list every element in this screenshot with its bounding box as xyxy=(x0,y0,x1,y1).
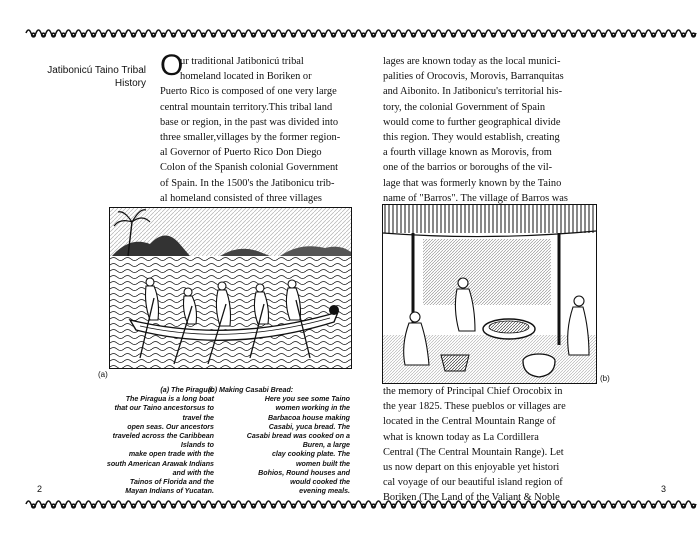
text-line: this region. They would establish, creating xyxy=(383,132,560,144)
text-line: cal voyage of our beautiful island region of xyxy=(383,477,563,489)
caption-line: travel the xyxy=(182,413,214,422)
caption-line: Here you see some Taino xyxy=(264,395,350,404)
text-line: al homeland consisted of three villages xyxy=(160,192,322,204)
right-column-top-text xyxy=(383,54,593,221)
caption-line: south American Arawak Indians xyxy=(106,459,214,468)
caption-line: Casabi bread was cooked on a xyxy=(246,432,350,441)
top-decorative-border xyxy=(0,26,700,40)
right-column-bottom-text xyxy=(383,384,593,506)
text-line: homeland located in Boriken or xyxy=(180,71,312,83)
text-line: base or region, in the past was divided into xyxy=(160,116,339,128)
sidebar-section-title xyxy=(40,64,146,90)
casabi-bread-woodcut-illustration xyxy=(382,204,597,384)
text-line: the memory of Principal Chief Orocobix in xyxy=(383,386,563,397)
caption-line: (b) Making Casabi Bread: xyxy=(208,386,294,394)
caption-line: Barbacoa house making xyxy=(268,413,350,422)
text-line: three smaller,villages by the former region- xyxy=(160,132,341,144)
piragua-canoe-drawing xyxy=(110,208,351,368)
caption-line: that our Taino ancestorsus to xyxy=(114,404,214,413)
page-number-right: 3 xyxy=(661,484,667,494)
caption-line: Mayan Indians of Yucatan. xyxy=(125,487,214,496)
left-column-text xyxy=(160,54,340,221)
text-line: al Governor of Puerto Rico Don Diego xyxy=(160,147,322,159)
caption-line: women working in the xyxy=(275,404,350,413)
text-line: Colon of the Spanish colonial Government xyxy=(160,162,339,174)
text-line: the year 1825. These pueblos or villages are xyxy=(383,401,566,413)
caption-line: Islands to xyxy=(180,441,214,450)
caption-line: and with the xyxy=(172,468,214,477)
text-line: Puerto Rico is composed of one very large xyxy=(160,86,337,98)
caption-line: open seas. Our ancestors xyxy=(127,422,214,431)
drop-cap-letter: O xyxy=(160,49,184,82)
sidebar-title-line-1: Jatibonicú Taino Tribal xyxy=(47,65,146,76)
caption-line: Bohios, Round houses and xyxy=(258,468,350,477)
text-line: would come to further geographical divide xyxy=(383,116,561,128)
text-line: one of the barrios or boroughs of the vil- xyxy=(383,162,553,174)
figure-label-a: (a) xyxy=(98,370,108,379)
text-line: central mountain territory.This tribal land xyxy=(160,101,333,113)
caption-line: evening meals. xyxy=(299,487,350,496)
text-line: palities of Orocovis, Morovis, Barranquitas xyxy=(383,71,564,83)
text-line: ur traditional Jatibonicú tribal xyxy=(180,56,304,67)
caption-line: (a) The Piragua: xyxy=(160,386,214,394)
caption-line: traveled across the Caribbean xyxy=(112,432,214,441)
text-line: located in the Central Mountain Range of xyxy=(383,416,556,428)
caption-piragua xyxy=(30,386,214,496)
text-line: us now depart on this enjoyable yet histori xyxy=(383,462,560,474)
text-line: Central (The Central Mountain Range). Let xyxy=(383,446,564,458)
text-line: Boriken (The Land of the Valiant & Noble xyxy=(383,492,560,504)
text-line: name of "Barros". The village of Barros was xyxy=(383,192,568,204)
bottom-decorative-border xyxy=(0,497,700,511)
caption-line: Tainos of Florida and the xyxy=(129,478,214,487)
text-line: of Spain. In the 1500's the Jatibonicu trib- xyxy=(160,177,335,189)
caption-line: The Piragua is a long boat xyxy=(125,395,214,404)
caption-line: clay cooking plate. The xyxy=(271,450,350,459)
figure-label-b: (b) xyxy=(600,374,610,383)
text-line: what is known today as La Cordillera xyxy=(383,431,539,443)
text-line: lages are known today as the local munici- xyxy=(383,56,561,67)
caption-line: Casabi, yuca bread. The xyxy=(268,422,350,431)
text-line: lage that was formerly known by the Taino xyxy=(383,177,562,189)
text-line: tory, the colonial Government of Spain xyxy=(383,101,546,113)
text-line: a fourth village known as Morovis, from xyxy=(383,147,552,159)
piragua-woodcut-illustration xyxy=(109,207,352,369)
caption-line: Buren, a large xyxy=(302,441,350,450)
page-number-left: 2 xyxy=(37,484,43,494)
casabi-bread-drawing xyxy=(383,205,596,383)
text-line: and Aibonito. In Jatibonicu's territorial his- xyxy=(383,86,563,98)
sidebar-title-line-2: History xyxy=(114,78,146,89)
caption-line: women built the xyxy=(296,459,350,468)
caption-casabi-bread xyxy=(208,386,350,496)
caption-line: make open trade with the xyxy=(128,450,214,459)
caption-line: would cooked the xyxy=(290,478,350,487)
